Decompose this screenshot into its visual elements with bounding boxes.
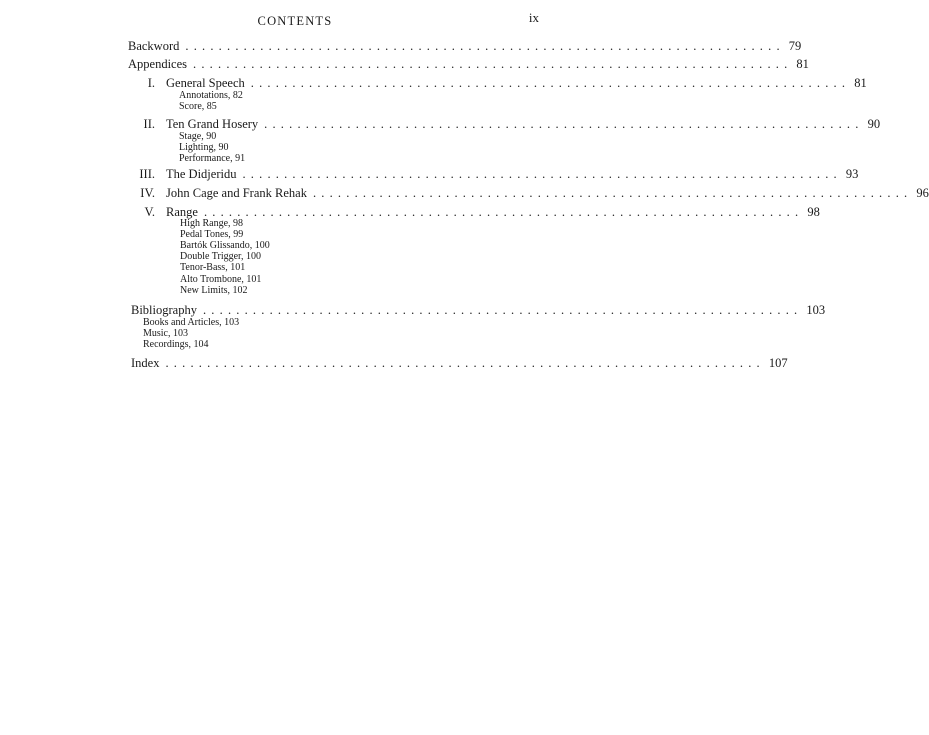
toc-label: Backword — [128, 39, 180, 53]
toc-subentry: Tenor-Bass, 101 — [180, 262, 246, 273]
toc-page: 98 — [807, 205, 820, 219]
toc-subentry: Lighting, 90 — [179, 142, 229, 153]
page-number: ix — [528, 10, 539, 25]
leader-dots: ........................................................................ — [185, 39, 785, 53]
toc-entry-appendices[interactable] — [128, 57, 809, 72]
leader-dots: ........................................................................ — [312, 186, 913, 200]
toc-subentry: Bartók Glissando, 100 — [180, 240, 270, 251]
leader-dots: ........................................................................ — [202, 303, 803, 317]
toc-entry-bibliography[interactable] — [131, 303, 826, 318]
leader-dots: ........................................................................ — [242, 167, 842, 181]
toc-label: Index — [131, 356, 160, 370]
toc-numeral: IV. — [140, 186, 155, 200]
leader-dots: ........................................................................ — [264, 117, 864, 131]
toc-entry-backword[interactable] — [128, 39, 802, 54]
toc-subentry: Score, 85 — [179, 101, 217, 112]
leader-dots: ........................................................................ — [193, 57, 793, 71]
toc-subentry: Pedal Tones, 99 — [180, 229, 244, 240]
toc-page: 81 — [854, 76, 867, 90]
leader-dots: ........................................................................ — [165, 356, 765, 370]
toc-entry-ten-grand-hosery[interactable] — [166, 117, 881, 132]
toc-label: The Didjeridu — [166, 167, 237, 181]
toc-page: 93 — [845, 167, 859, 181]
leader-dots: ........................................................................ — [203, 205, 804, 219]
toc-label: Bibliography — [131, 303, 197, 317]
toc-subentry: Double Trigger, 100 — [180, 251, 261, 262]
toc-entry-didjeridu[interactable] — [166, 167, 859, 182]
toc-numeral: I. — [147, 76, 155, 90]
toc-subentry: Annotations, 82 — [179, 90, 243, 101]
page-title: CONTENTS — [257, 14, 333, 28]
leader-dots: ........................................................................ — [250, 76, 851, 90]
toc-page: 79 — [788, 39, 802, 53]
toc-page: 107 — [768, 356, 788, 370]
toc-subentry: Books and Articles, 103 — [143, 317, 240, 328]
toc-subentry: Alto Trombone, 101 — [180, 274, 262, 285]
toc-page: 81 — [796, 57, 809, 71]
toc-entry-general-speech[interactable] — [166, 76, 867, 91]
toc-subentry: High Range, 98 — [180, 218, 244, 229]
toc-subentry: Recordings, 104 — [143, 339, 209, 350]
toc-page: 96 — [916, 186, 929, 200]
toc-page: 90 — [867, 117, 881, 131]
toc-entry-john-cage[interactable] — [166, 186, 929, 201]
toc-label: Appendices — [128, 57, 188, 71]
toc-label: Range — [166, 205, 198, 219]
toc-subentry: Stage, 90 — [179, 131, 217, 142]
toc-subentry: New Limits, 102 — [180, 285, 248, 296]
toc-numeral: V. — [144, 205, 155, 219]
toc-page: 103 — [806, 303, 826, 317]
toc-numeral: III. — [139, 167, 155, 181]
toc-entry-index[interactable] — [131, 356, 788, 371]
toc-label: John Cage and Frank Rehak — [166, 186, 307, 200]
toc-numeral: II. — [143, 117, 155, 131]
toc-label: General Speech — [166, 76, 245, 90]
toc-subentry: Music, 103 — [143, 328, 188, 339]
toc-label: Ten Grand Hosery — [166, 117, 259, 131]
toc-subentry: Performance, 91 — [179, 153, 246, 164]
